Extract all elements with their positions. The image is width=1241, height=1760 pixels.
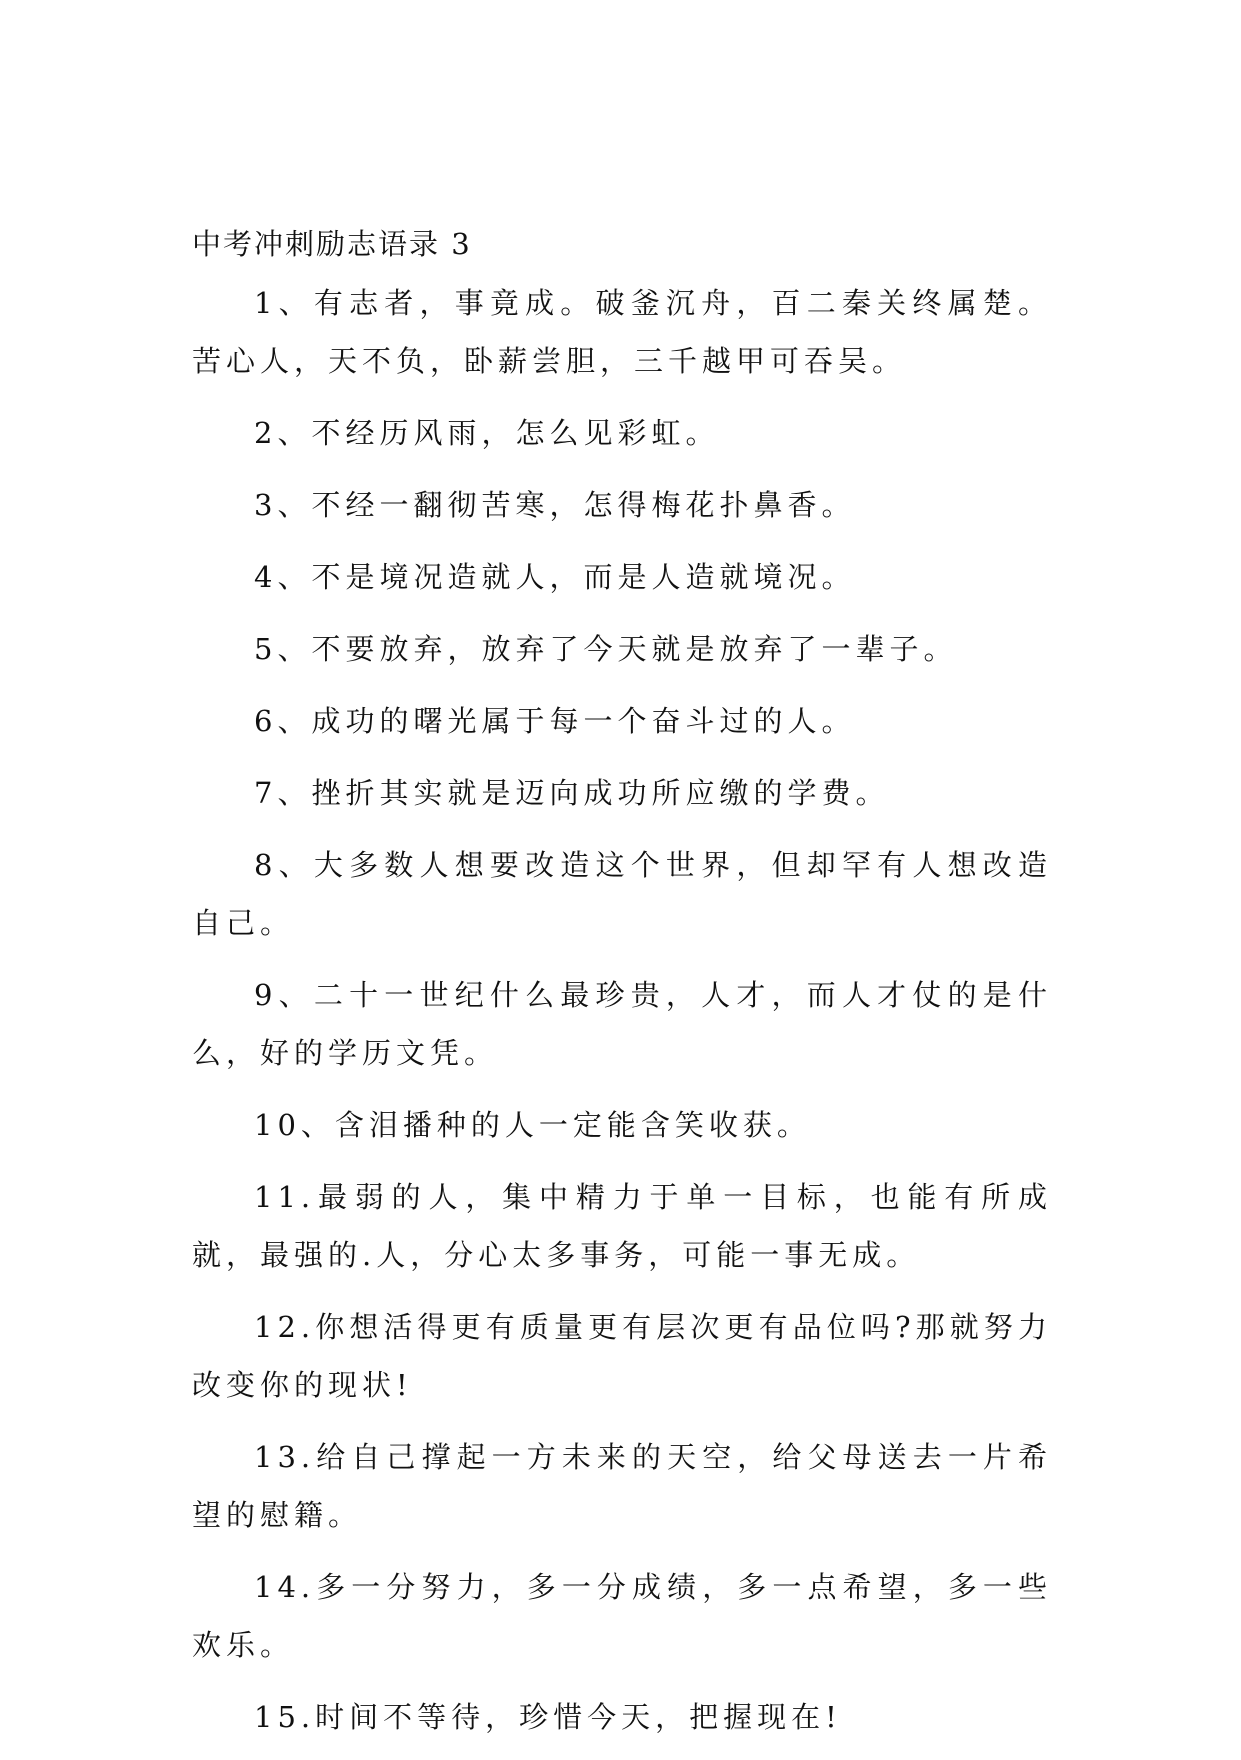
document-page (192, 222, 1052, 1760)
quote-item: 15.时间不等待，珍惜今天，把握现在! (254, 1700, 842, 1734)
quote-item: 1、有志者，事竟成。破釜沉舟，百二秦关终属楚。苦心人，天不负，卧薪尝胆，三千越甲可吞吴。 (192, 286, 1052, 378)
quote-list (192, 274, 1052, 1746)
quote-item: 9、二十一世纪什么最珍贵，人才，而人才仗的是什么，好的学历文凭。 (192, 978, 1052, 1070)
document-title: 中考冲刺励志语录 3 (192, 227, 472, 261)
quote-item: 13.给自己撑起一方未来的天空，给父母送去一片希望的慰籍。 (192, 1440, 1052, 1532)
quote-item: 11.最弱的人，集中精力于单一目标，也能有所成就，最强的.人，分心太多事务，可能一事无成。 (192, 1180, 1052, 1272)
quote-item: 12.你想活得更有质量更有层次更有品位吗?那就努力改变你的现状! (192, 1310, 1052, 1402)
quote-item: 10、含泪播种的人一定能含笑收获。 (254, 1108, 811, 1142)
quote-item: 7、挫折其实就是迈向成功所应缴的学费。 (254, 776, 890, 810)
quote-item: 2、不经历风雨，怎么见彩虹。 (254, 416, 720, 450)
quote-item: 8、大多数人想要改造这个世界，但却罕有人想改造自己。 (192, 848, 1052, 940)
quote-item: 3、不经一翻彻苦寒，怎得梅花扑鼻香。 (254, 488, 856, 522)
quote-item: 6、成功的曙光属于每一个奋斗过的人。 (254, 704, 856, 738)
quote-item: 5、不要放弃，放弃了今天就是放弃了一辈子。 (254, 632, 958, 666)
quote-item: 14.多一分努力，多一分成绩，多一点希望，多一些欢乐。 (192, 1570, 1052, 1662)
quote-item: 4、不是境况造就人，而是人造就境况。 (254, 560, 856, 594)
